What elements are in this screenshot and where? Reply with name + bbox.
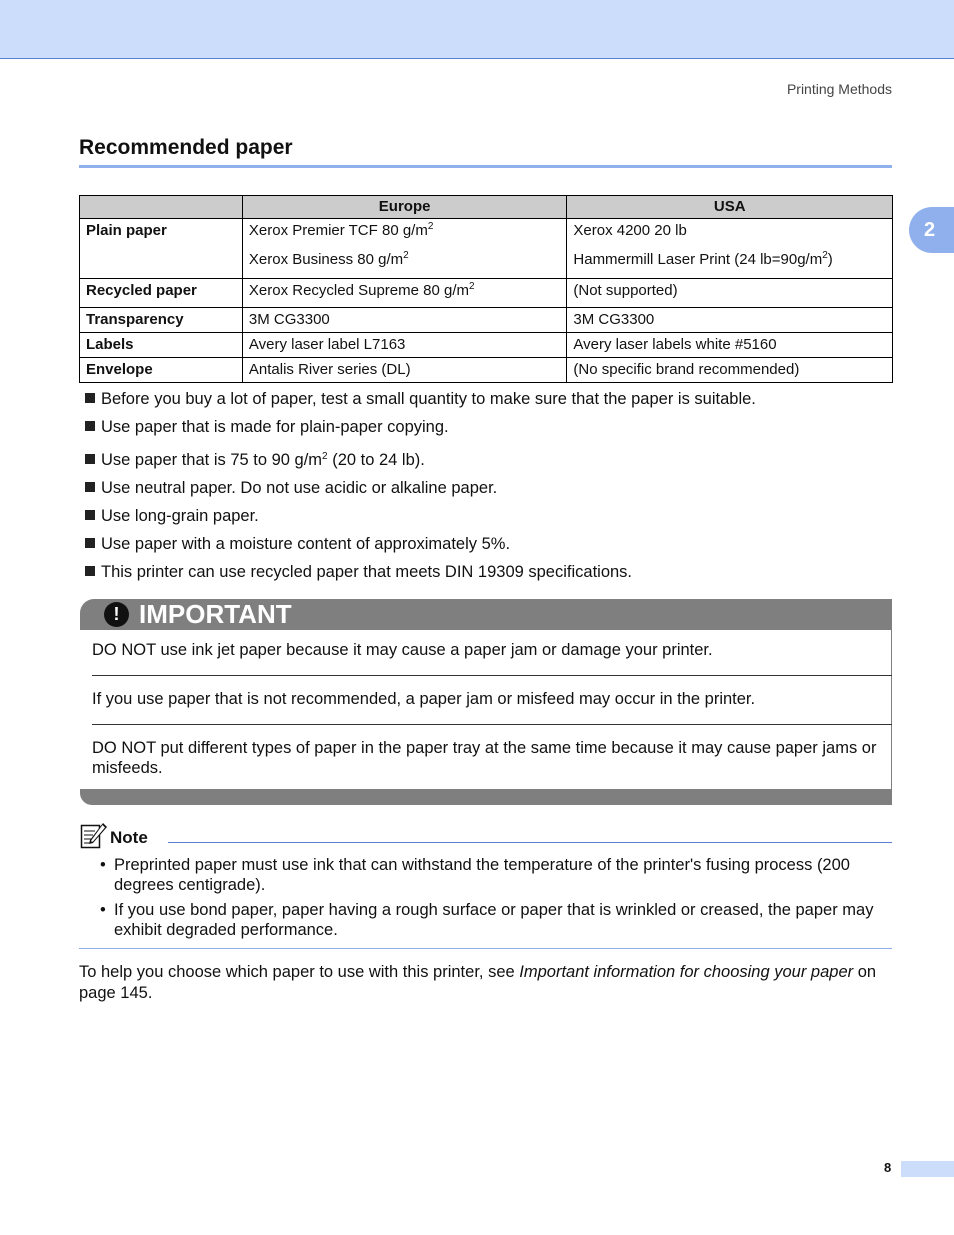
square-bullet-icon [85,538,95,548]
usa-cell [567,219,893,279]
superscript: 2 [469,281,475,292]
list-item-text: Use paper that is made for plain-paper copying. [101,418,449,436]
list-item [85,507,259,526]
note-top-rule [168,842,892,843]
cell-text: Xerox Premier TCF 80 g/m [248,222,428,239]
paper-type-cell: Transparency [80,308,243,333]
top-header-band [0,0,954,59]
superscript: 2 [427,221,434,232]
list-item-text: Use paper with a moisture content of approximately 5%. [101,535,511,553]
usa-cell: (No specific brand recommended) [567,358,893,383]
page-number-tab [901,1161,954,1177]
table-row [80,219,893,279]
exclamation-icon: ! [104,602,129,627]
list-item [85,418,449,437]
closing-paragraph [79,962,892,1004]
important-header-bar [80,599,892,630]
running-header-title: Printing Methods [786,81,892,97]
table-row [80,308,893,333]
cell-text: Xerox 4200 20 lb [573,222,687,239]
list-item-text-after: (20 to 24 lb). [327,451,425,469]
cell-text: Xerox Recycled Supreme 80 g/m [248,282,469,299]
column-header-europe: Europe [242,196,567,219]
important-divider [92,724,892,725]
square-bullet-icon [85,510,95,520]
cross-reference-link[interactable]: Important information for choosing your paper [519,963,854,981]
important-box [80,630,892,789]
list-item-text: This printer can use recycled paper that meets DIN 19309 specifications. [101,563,633,581]
important-paragraph: DO NOT use ink jet paper because it may cause a paper jam or damage your printer. [92,641,713,659]
important-footer-bar [80,789,892,805]
column-header-usa: USA [567,196,893,219]
europe-cell [242,279,567,308]
list-item: • Preprinted paper must use ink that can withstand the temperature of the printer's fusing process (200 degrees centigrade). [100,855,892,895]
closing-text: To help you choose which paper to use with this printer, see [79,963,520,981]
note-list [100,855,892,945]
list-item [85,451,425,470]
column-header-type [80,196,243,219]
square-bullet-icon [85,454,95,464]
table-row [80,358,893,383]
cell-line [249,222,561,239]
list-item-text: Use neutral paper. Do not use acidic or alkaline paper. [101,479,498,497]
square-bullet-icon [85,482,95,492]
paper-type-cell: Recycled paper [80,279,243,308]
page-number: 8 [884,1160,892,1175]
cell-line [249,251,561,268]
cell-line [573,251,886,268]
cell-text: Hammermill Laser Print (24 lb=90g/m [573,251,823,268]
important-paragraph: If you use paper that is not recommended, a paper jam or misfeed may occur in the printer. [92,690,756,708]
table-row [80,333,893,358]
important-paragraph: DO NOT put different types of paper in the paper tray at the same time because it may cause paper jams or misfeeds. [92,739,877,777]
europe-cell: Avery laser label L7163 [242,333,567,358]
title-underline [79,165,892,168]
superscript: 2 [822,250,828,261]
recommended-paper-table [79,195,893,383]
usa-cell: 3M CG3300 [567,308,893,333]
list-item-text: Before you buy a lot of paper, test a small quantity to make sure that the paper is suitable. [101,390,756,408]
table-header-row [80,196,893,219]
paper-type-cell: Plain paper [80,219,243,279]
important-divider [92,675,892,676]
square-bullet-icon [85,393,95,403]
paper-type-cell: Envelope [80,358,243,383]
section-title: Recommended paper [79,136,293,159]
list-item [85,535,510,554]
superscript: 2 [403,250,409,261]
closing-text-after: on page 145. [79,963,877,1002]
note-bottom-rule [79,948,892,949]
usa-cell: Avery laser labels white #5160 [567,333,893,358]
table-row [80,279,893,308]
cell-line [573,222,886,239]
chapter-tab: 2 [909,207,954,253]
cell-text: Xerox Business 80 g/m [248,251,404,268]
cell-text-after: ) [827,251,833,268]
superscript: 2 [322,451,328,462]
europe-cell: Antalis River series (DL) [242,358,567,383]
note-pencil-icon [80,822,108,850]
list-item [85,563,632,582]
usa-cell: (Not supported) [567,279,893,308]
list-item [85,390,756,409]
important-title: IMPORTANT [139,599,292,629]
list-item [85,479,497,498]
note-title: Note [110,828,148,847]
europe-cell: 3M CG3300 [242,308,567,333]
europe-cell [242,219,567,279]
list-item: • If you use bond paper, paper having a rough surface or paper that is wrinkled or creased, the paper may exhibit degraded performance. [100,900,892,940]
list-item-text: Use long-grain paper. [101,507,259,525]
paper-type-cell: Labels [80,333,243,358]
square-bullet-icon [85,421,95,431]
square-bullet-icon [85,566,95,576]
list-item-text: Use paper that is 75 to 90 g/m [101,451,323,469]
